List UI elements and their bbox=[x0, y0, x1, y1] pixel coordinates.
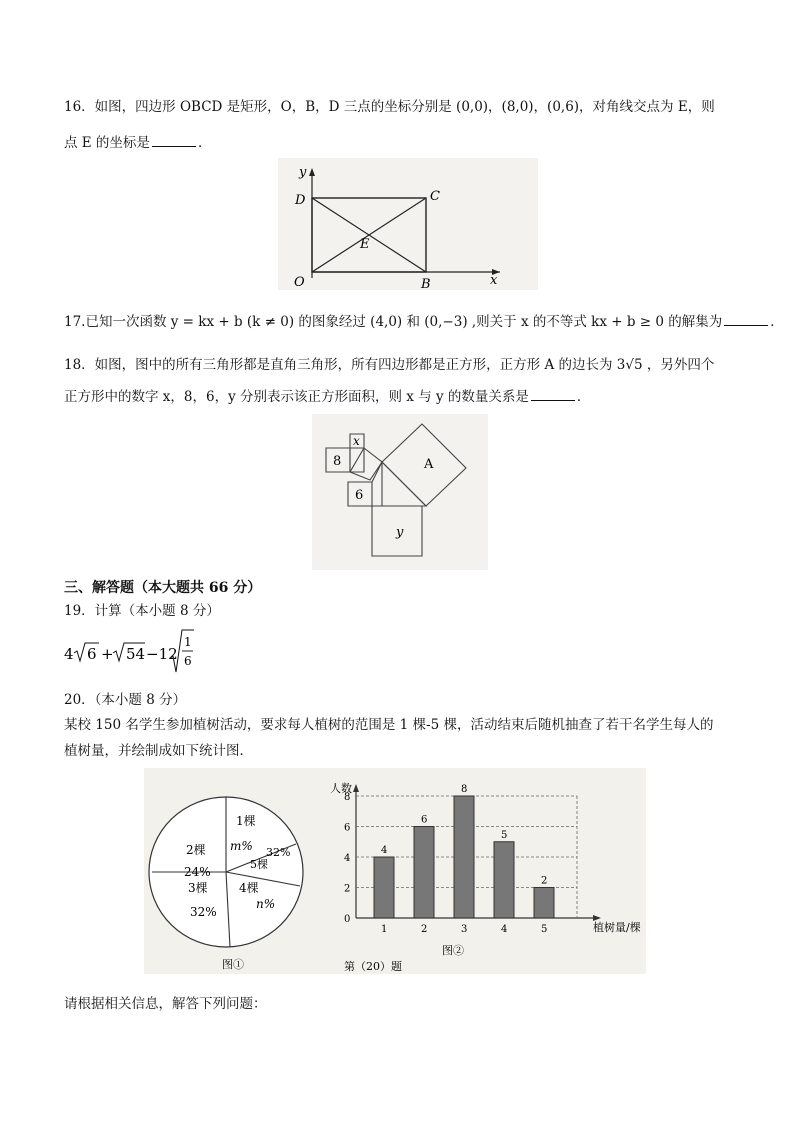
label-b: B bbox=[421, 277, 431, 290]
pie-label-1: 1棵 bbox=[236, 814, 256, 828]
bar bbox=[414, 827, 434, 919]
q17-line bbox=[64, 311, 784, 332]
pie-value-3: 32% bbox=[190, 905, 217, 919]
bar bbox=[494, 842, 514, 918]
coef-4: 4 bbox=[64, 645, 74, 663]
q18-line2 bbox=[64, 386, 590, 407]
y-tick-label: 4 bbox=[344, 853, 351, 864]
label-6: 6 bbox=[355, 488, 364, 503]
q18-line2-text: 正方形中的数字 x，8，6，y 分别表示该正方形面积，则 x 与 y 的数量关系是 bbox=[64, 389, 529, 405]
answer-blank[interactable] bbox=[531, 386, 575, 401]
q18-figure bbox=[312, 414, 488, 570]
pie-value-1: m% bbox=[230, 839, 253, 853]
plus: + bbox=[101, 645, 114, 663]
pie-label-5: 5棵 bbox=[250, 858, 268, 871]
label-e: E bbox=[360, 237, 370, 252]
q19-title: 19．计算（本小题 8 分） bbox=[64, 603, 220, 619]
q18-line1: 18．如图，图中的所有三角形都是直角三角形，所有四边形都是正方形，正方形 A 的边长为 3√5 ，另外四个 bbox=[64, 357, 715, 373]
radicand-54: 54 bbox=[126, 645, 146, 663]
bar-caption: 图② bbox=[442, 944, 464, 957]
q20-figure bbox=[144, 768, 646, 974]
pie-label-4: 4棵 bbox=[239, 881, 259, 895]
bar bbox=[454, 796, 474, 918]
figure-background bbox=[278, 158, 538, 290]
bar-value-label: 6 bbox=[421, 814, 428, 826]
pie-value-4: n% bbox=[256, 897, 276, 911]
section-heading: 三、解答题（本大题共 66 分） bbox=[64, 580, 262, 596]
q16-line2-end: ． bbox=[197, 135, 212, 151]
y-tick-label: 2 bbox=[344, 883, 351, 895]
q16-line1: 16．如图，四边形 OBCD 是矩形，O，B，D 三点的坐标分别是 (0,0)，(8,0)，(0,6)，对角线交点为 E，则 bbox=[64, 99, 715, 115]
pie-value-2: 24% bbox=[184, 865, 211, 879]
label-o: O bbox=[294, 275, 305, 290]
q20-prompt: 请根据相关信息，解答下列问题： bbox=[64, 996, 267, 1012]
radicand-6: 6 bbox=[87, 645, 97, 663]
label-d: D bbox=[295, 193, 306, 208]
answer-blank[interactable] bbox=[724, 311, 768, 326]
q20-line2: 植树量，并绘制成如下统计图． bbox=[64, 743, 253, 759]
q19-expression bbox=[64, 628, 204, 676]
pie-label-2: 2棵 bbox=[186, 843, 206, 857]
q17-text: 17.已知一次函数 y = kx + b (k ≠ 0) 的图象经过 (4,0) 和 (0,−3) ,则关于 x 的不等式 kx + b ≥ 0 的解集为 bbox=[64, 314, 723, 330]
q16-line2-text: 点 E 的坐标是 bbox=[64, 135, 150, 151]
y-tick-label: 6 bbox=[344, 822, 351, 834]
q16-figure bbox=[278, 158, 538, 290]
label-x: x bbox=[490, 273, 498, 288]
bar bbox=[534, 888, 554, 919]
label-y: y bbox=[299, 165, 307, 180]
x-tick-label: 5 bbox=[541, 924, 548, 935]
q18-line2-end: ． bbox=[576, 389, 591, 405]
pie-label-3: 3棵 bbox=[188, 881, 208, 895]
label-8: 8 bbox=[333, 454, 342, 469]
y-tick-label: 0 bbox=[344, 914, 351, 925]
q20-line1: 某校 150 名学生参加植树活动，要求每人植树的范围是 1 棵-5 棵，活动结束后随机抽查了若干名学生每人的 bbox=[64, 717, 714, 733]
x-axis-label: 植树量/棵 bbox=[593, 921, 641, 934]
label-a: A bbox=[424, 457, 434, 472]
pie-value-5: 32% bbox=[266, 846, 291, 859]
minus-12: −12 bbox=[146, 645, 178, 663]
x-tick-label: 1 bbox=[381, 924, 388, 935]
bar bbox=[374, 857, 394, 918]
figure-caption: 第（20）题 bbox=[344, 960, 402, 973]
bar-value-label: 2 bbox=[541, 875, 548, 887]
answer-blank[interactable] bbox=[152, 132, 196, 147]
q16-line2 bbox=[64, 132, 211, 153]
numerator-1: 1 bbox=[184, 635, 192, 649]
denominator-6: 6 bbox=[184, 654, 192, 668]
q17-end: ． bbox=[770, 314, 784, 330]
figure-background bbox=[312, 414, 488, 570]
x-tick-label: 2 bbox=[421, 924, 428, 935]
bar-value-label: 8 bbox=[461, 784, 468, 795]
bar-value-label: 4 bbox=[381, 845, 388, 856]
q20-title: 20．（本小题 8 分） bbox=[64, 692, 187, 708]
label-c: C bbox=[430, 189, 440, 204]
label-y: y bbox=[396, 525, 404, 540]
pie-caption: 图① bbox=[222, 958, 244, 971]
y-tick-label: 8 bbox=[344, 792, 351, 803]
x-tick-label: 3 bbox=[461, 924, 468, 935]
x-tick-label: 4 bbox=[501, 924, 508, 935]
y-axis-label: 人数 bbox=[330, 782, 352, 795]
label-x: x bbox=[353, 434, 360, 448]
bar-value-label: 5 bbox=[501, 829, 508, 841]
